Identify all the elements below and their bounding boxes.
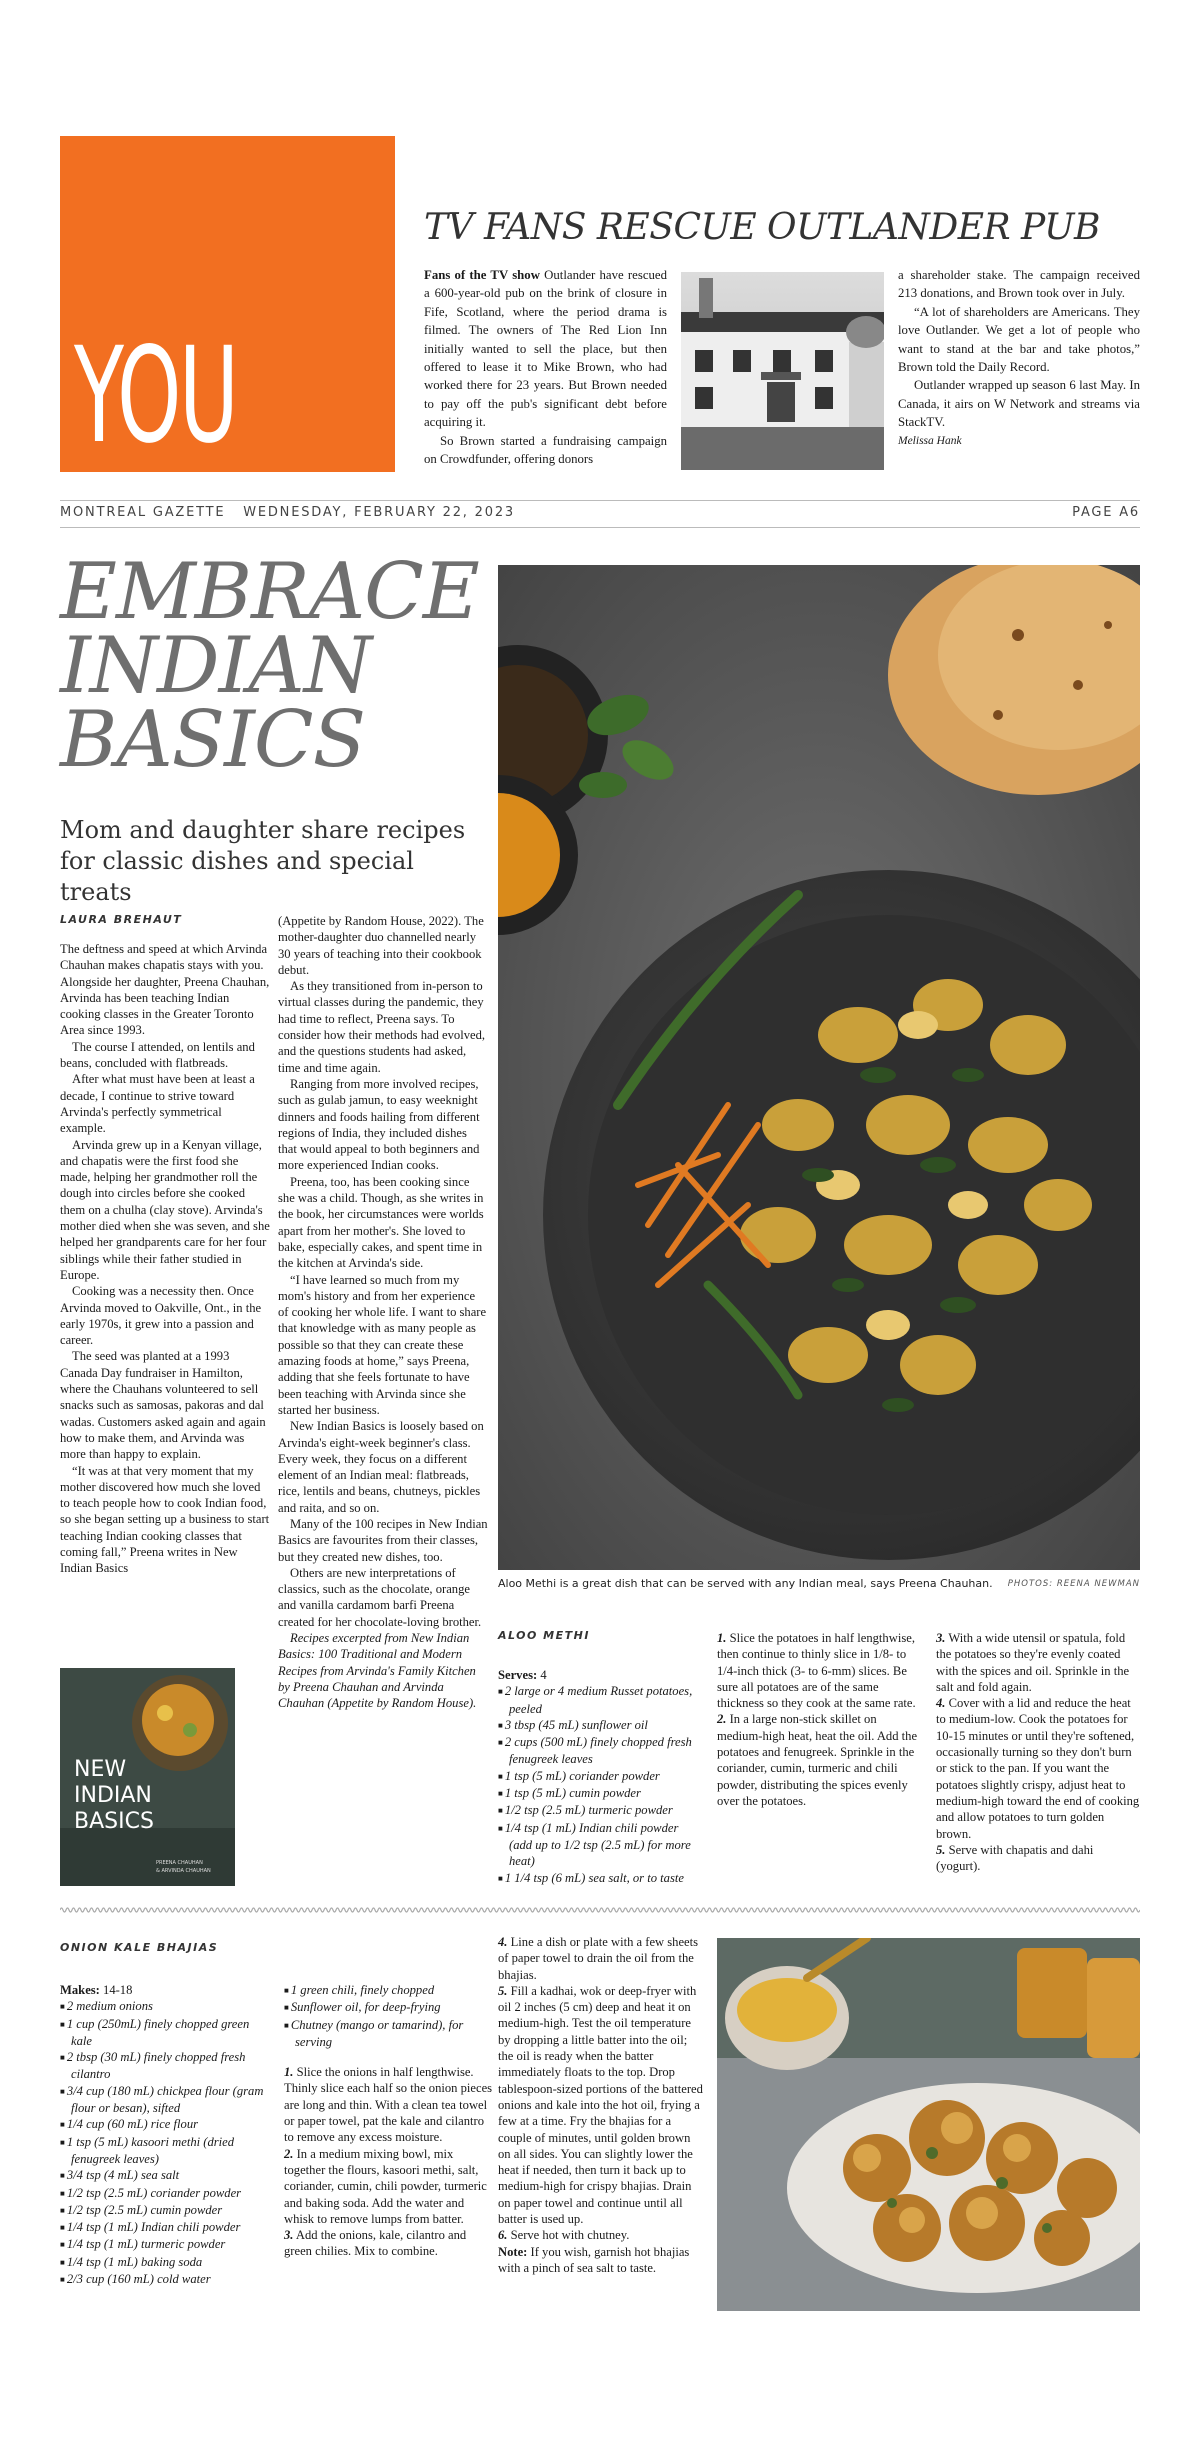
serves-label: Serves:: [498, 1668, 538, 1682]
step-number: 1.: [717, 1631, 727, 1645]
bhajias-photo: [717, 1938, 1140, 2311]
article-paragraph: Preena, too, has been cooking since she was a child. Though, as she writes in the book, her circumstances were worlds apart from her mother's. She loved to bake, especially cakes, and spent time in the kitchen at Arvinda's side.: [278, 1174, 484, 1271]
main-photo: [498, 565, 1140, 1570]
step-text: In a medium mixing bowl, mix together the flours, kasoori methi, salt, coriander, cumin, chili powder, turmeric and baking soda. Add the water and whisk to remove lumps from batter.: [284, 2146, 487, 2226]
paper-name: MONTREAL GAZETTE: [60, 505, 226, 520]
ingredient-item: ■ 1 1/4 tsp (6 mL) sea salt, or to taste: [498, 1870, 703, 1887]
step-text: Line a dish or plate with a few sheets of paper towel to drain the oil from the bhajias.: [498, 1935, 699, 1982]
section-name: YOU: [74, 319, 237, 473]
article-paragraph: (Appetite by Random House, 2022). The mother-daughter duo channelled nearly 30 years of teaching into their cookbook debut.: [278, 914, 484, 977]
article-column-1: [60, 941, 270, 1577]
article-paragraph: Others are new interpretations of classics, such as the chocolate, orange and vanilla cardamom barfi Preena created for her chocolate-loving brother.: [278, 1565, 482, 1629]
ingredient-item: ■ 2 medium onions: [60, 1998, 270, 2015]
ingredient-item: ■ 3/4 cup (180 mL) chickpea flour (gram flour or besan), sifted: [60, 2083, 270, 2117]
step-number: 1.: [284, 2065, 294, 2080]
bhajias-column-2: [284, 1982, 494, 2260]
article-paragraph: Ranging from more involved recipes, such as gulab jamun, to easy weeknight dinners and foods hailing from different regions of India, they included dishes that would appeal to both beginners and more experienced Indian cooks.: [278, 1076, 480, 1173]
aloo-ingredients: [498, 1667, 703, 1887]
excerpt-credit: Recipes excerpted from New Indian Basics: 100 Traditional and Modern Recipes from Arvinda's Family Kitchen by Preena Chauhan and Arvinda Chauhan (Appetite by Random House).: [278, 1631, 477, 1711]
ingredient-item: ■ 3 tbsp (45 mL) sunflower oil: [498, 1717, 703, 1734]
article-paragraph: Arvinda grew up in a Kenyan village, and chapatis were the first food she made, helping her grandmother roll the dough into circles before she cooked them on a chulha (clay stove). Arvinda's mother died when she was seven, and she helped her grandparents care for her four siblings while their father studied in Europe.: [60, 1137, 270, 1282]
photo-caption: [498, 1577, 1140, 1590]
step-number: 3.: [284, 2228, 294, 2243]
recipe-title-aloo: ALOO METHI: [498, 1629, 590, 1642]
ingredient-item: ■ 1 cup (250mL) finely chopped green kale: [60, 2016, 270, 2050]
article-column-2: [278, 913, 488, 1712]
step-text: Serve hot with chutney.: [507, 2228, 630, 2243]
recipe-step: [284, 2064, 494, 2145]
recipe-step: [936, 1842, 1140, 1875]
ingredient-item: ■ 2/3 cup (160 mL) cold water: [60, 2271, 270, 2288]
article-paragraph: New Indian Basics is loosely based on Arvinda's eight-week beginner's class. Every week, they focus on a different element of an Indian meal: flatbreads, rice, lentils and beans, chutneys, pickles and raita, and so on.: [278, 1419, 484, 1515]
book-title: BASICS: [74, 1809, 154, 1834]
teaser-column-2: [898, 266, 1140, 450]
step-number: 4.: [498, 1935, 508, 1949]
ingredient-item: ■ Chutney (mango or tamarind), for serving: [284, 2017, 494, 2051]
article-deck: Mom and daughter share recipes for classic dishes and special treats: [60, 816, 466, 906]
ingredient-item: ■ 1/2 tsp (2.5 mL) cumin powder: [60, 2202, 270, 2219]
recipe-step: [936, 1630, 1140, 1695]
step-text: Slice the onions in half lengthwise. Thinly slice each half so the onion pieces are long and thin. With a clean tea towel or paper towel, pat the kale and cilantro to remove any excess moisture.: [284, 2065, 493, 2145]
ingredient-item: ■ 1 tsp (5 mL) coriander powder: [498, 1768, 703, 1785]
pub-photo: [681, 272, 884, 470]
teaser-byline: Melissa Hank: [898, 434, 962, 447]
step-number: 6.: [498, 2228, 508, 2243]
article-headline: EMBRACE INDIAN BASICS: [60, 547, 479, 785]
ingredient-item: ■ 1 tsp (5 mL) cumin powder: [498, 1785, 703, 1802]
photo-credit: PHOTOS: REENA NEWMAN: [1007, 1579, 1140, 1589]
book-authors: & ARVINDA CHAUHAN: [156, 1868, 211, 1874]
ingredient-item: ■ 1/4 tsp (1 mL) Indian chili powder (add up to 1/2 tsp (2.5 mL) for more heat): [498, 1820, 703, 1870]
recipe-step: [498, 1983, 703, 2227]
serves-value: 4: [537, 1668, 547, 1682]
teaser-paragraph: So Brown started a fundraising campaign on Crowdfunder, offering donors: [424, 433, 667, 467]
recipe-step: [284, 2227, 494, 2260]
article-paragraph: After what must have been at least a decade, I continue to strive toward Arvinda's perfectly symmetrical example.: [60, 1072, 255, 1136]
ingredient-item: ■ 1 green chili, finely chopped: [284, 1982, 494, 1999]
recipe-step: [936, 1695, 1140, 1842]
article-paragraph: “I have learned so much from my mom's history and from her experience of cooking her whole life. I want to share that knowledge with as many people as possible so that they can create these amazing foods at home,” says Preena, adding that she feels fortunate to have been teaching with Arvinda since she started her business.: [278, 1272, 487, 1417]
step-number: 2.: [717, 1712, 727, 1727]
makes-value: 14-18: [99, 1983, 133, 1997]
note-text: If you wish, garnish hot bhajias with a pinch of sea salt to taste.: [498, 2244, 690, 2275]
book-title: INDIAN: [74, 1783, 152, 1808]
aloo-steps-1: [717, 1630, 922, 1809]
ingredient-item: ■ 1/4 cup (60 mL) rice flour: [60, 2116, 270, 2133]
step-number: 5.: [936, 1842, 946, 1857]
step-text: Fill a kadhai, wok or deep-fryer with oil 2 inches (5 cm) deep and heat it on medium-high. Test the oil temperature by dropping a little batter into the oil; the oil is ready when the batter immediately floats to the top. Drop tablespoon-sized portions of the battered onions and kale into the hot oil, frying a few at a time. Fry the bhajias for a couple of minutes, until golden brown on all sides. You can slightly lower the heat if needed, then turn it back up to medium-high for crispy bhajias. Drain on paper towel and continue until all batter is used up.: [498, 1983, 703, 2227]
book-cover: [60, 1668, 235, 1886]
section-flag: [60, 136, 395, 472]
step-number: 5.: [498, 1983, 508, 1998]
article-paragraph: The deftness and speed at which Arvinda Chauhan makes chapatis stays with you. Alongside her daughter, Preena Chauhan, Arvinda has been teaching Indian cooking classes in the Greater Toronto Area since 1993.: [60, 942, 270, 1038]
article-paragraph: Cooking was a necessity then. Once Arvinda moved to Oakville, Ont., in the early 1970s, it grew into a passion and career.: [60, 1284, 262, 1348]
ingredient-item: ■ 1/2 tsp (2.5 mL) turmeric powder: [498, 1802, 703, 1819]
article-paragraph: As they transitioned from in-person to virtual classes during the pandemic, they had time to reflect, Preena says. To consider how their methods had evolved, and the questions students had asked, time and time again.: [278, 979, 486, 1075]
article-paragraph: The seed was planted at a 1993 Canada Day fundraiser in Hamilton, where the Chauhans volunteered to sell snacks such as samosas, pakoras and dal wadas. Customers asked again and again how to make them, and Arvinda was more than happy to explain.: [60, 1349, 266, 1462]
ingredient-item: ■ 1/2 tsp (2.5 mL) coriander powder: [60, 2185, 270, 2202]
step-text: Slice the potatoes in half lengthwise, then continue to thinly slice in 1/8- to 1/4-inch thick (3- to 6-mm) slices. Be sure all potatoes are of the same thickness so they cook at the same rate.: [717, 1631, 916, 1711]
article-byline: LAURA BREHAUT: [60, 913, 183, 926]
ingredient-item: ■ 1/4 tsp (1 mL) baking soda: [60, 2254, 270, 2271]
teaser-column-1: [424, 266, 667, 468]
ingredient-item: ■ 2 tbsp (30 mL) finely chopped fresh cilantro: [60, 2049, 270, 2083]
aloo-steps-2: [936, 1630, 1140, 1874]
teaser-paragraph: Outlander have rescued a 600-year-old pub on the brink of closure in Fife, Scotland, where the period drama is filmed. The owners of The Red Lion Inn initially wanted to sell the place, but then offered to lease it to Mike Brown, who had worked there for 23 years. But Brown needed to pay off the pub's significant debt before acquiring it.: [424, 268, 667, 430]
bhajias-ingredients-1: [60, 1982, 270, 2288]
section-divider: [60, 1906, 1140, 1914]
teaser-lead: Fans of the TV show: [424, 268, 540, 282]
article-paragraph: “It was at that very moment that my mother discovered how much she loved to teach people how to cook Indian food, so she began setting up a business to start teaching Indian cooking classes that coming fall,” Preena writes in New Indian Basics: [60, 1463, 270, 1576]
step-text: Serve with chapatis and dahi (yogurt).: [936, 1842, 1094, 1874]
divider: [60, 527, 1140, 528]
step-text: Cover with a lid and reduce the heat to medium-low. Cook the potatoes for 10-15 minutes or until they're softened, occasionally turning so they don't burn or stick to the pan. If you want the potatoes slightly crispy, adjust heat to medium-high toward the end of cooking and allow potatoes to turn golden brown.: [936, 1696, 1140, 1841]
bhajias-column-3: [498, 1934, 703, 2276]
divider: [60, 500, 1140, 501]
recipe-step: [717, 1711, 922, 1809]
ingredient-item: ■ 3/4 tsp (4 mL) sea salt: [60, 2167, 270, 2184]
note-label: Note:: [498, 2244, 528, 2259]
recipe-step: [717, 1630, 922, 1711]
teaser-paragraph: Outlander wrapped up season 6 last May. In Canada, it airs on W Network and streams via StackTV.: [898, 378, 1140, 430]
teaser-headline: TV FANS RESCUE OUTLANDER PUB: [424, 207, 1100, 248]
step-number: 3.: [936, 1631, 946, 1645]
teaser-paragraph: a shareholder stake. The campaign received 213 donations, and Brown took over in July.: [898, 268, 1140, 301]
recipe-step: [284, 2146, 494, 2227]
book-title: NEW: [74, 1757, 127, 1782]
ingredient-item: ■ 1/4 tsp (1 mL) Indian chili powder: [60, 2219, 270, 2236]
step-text: Add the onions, kale, cilantro and green chilies. Mix to combine.: [284, 2228, 467, 2259]
ingredient-item: ■ Sunflower oil, for deep-frying: [284, 1999, 494, 2016]
step-text: In a large non-stick skillet on medium-high heat, heat the oil. Add the potatoes and fenugreek. Sprinkle in the coriander, cumin, turmeric and chili powder, distributing the spices evenly over the potatoes.: [717, 1712, 918, 1808]
ingredient-item: ■ 2 large or 4 medium Russet potatoes, peeled: [498, 1683, 703, 1717]
article-paragraph: Many of the 100 recipes in New Indian Basics are favourites from their classes, but they created new dishes, too.: [278, 1516, 488, 1564]
step-text: With a wide utensil or spatula, fold the potatoes so they're evenly coated with the spices and oil. Sprinkle in the salt and fold again.: [936, 1631, 1130, 1694]
makes-label: Makes:: [60, 1983, 100, 1997]
ingredient-item: ■ 2 cups (500 mL) finely chopped fresh fenugreek leaves: [498, 1734, 703, 1768]
teaser-paragraph: “A lot of shareholders are Americans. They love Outlander. We get a lot of people who want to stand at the bar and take photos,” Brown told the Daily Record.: [898, 304, 1140, 375]
recipe-title-bhajias: ONION KALE BHAJIAS: [60, 1941, 219, 1954]
issue-date: WEDNESDAY, FEBRUARY 22, 2023: [243, 505, 515, 520]
page-number: PAGE A6: [1072, 505, 1140, 520]
recipe-step: [498, 1934, 703, 1983]
step-number: 4.: [936, 1696, 946, 1711]
book-authors: PREENA CHAUHAN: [156, 1860, 203, 1866]
article-paragraph: The course I attended, on lentils and beans, concluded with flatbreads.: [60, 1039, 255, 1071]
ingredient-item: ■ 1/4 tsp (1 mL) turmeric powder: [60, 2236, 270, 2253]
recipe-step: [498, 2227, 703, 2243]
ingredient-item: ■ 1 tsp (5 mL) kasoori methi (dried fenugreek leaves): [60, 2134, 270, 2168]
step-number: 2.: [284, 2146, 294, 2161]
folio: [60, 505, 1140, 520]
caption-text: Aloo Methi is a great dish that can be served with any Indian meal, says Preena Chauhan.: [498, 1577, 993, 1590]
